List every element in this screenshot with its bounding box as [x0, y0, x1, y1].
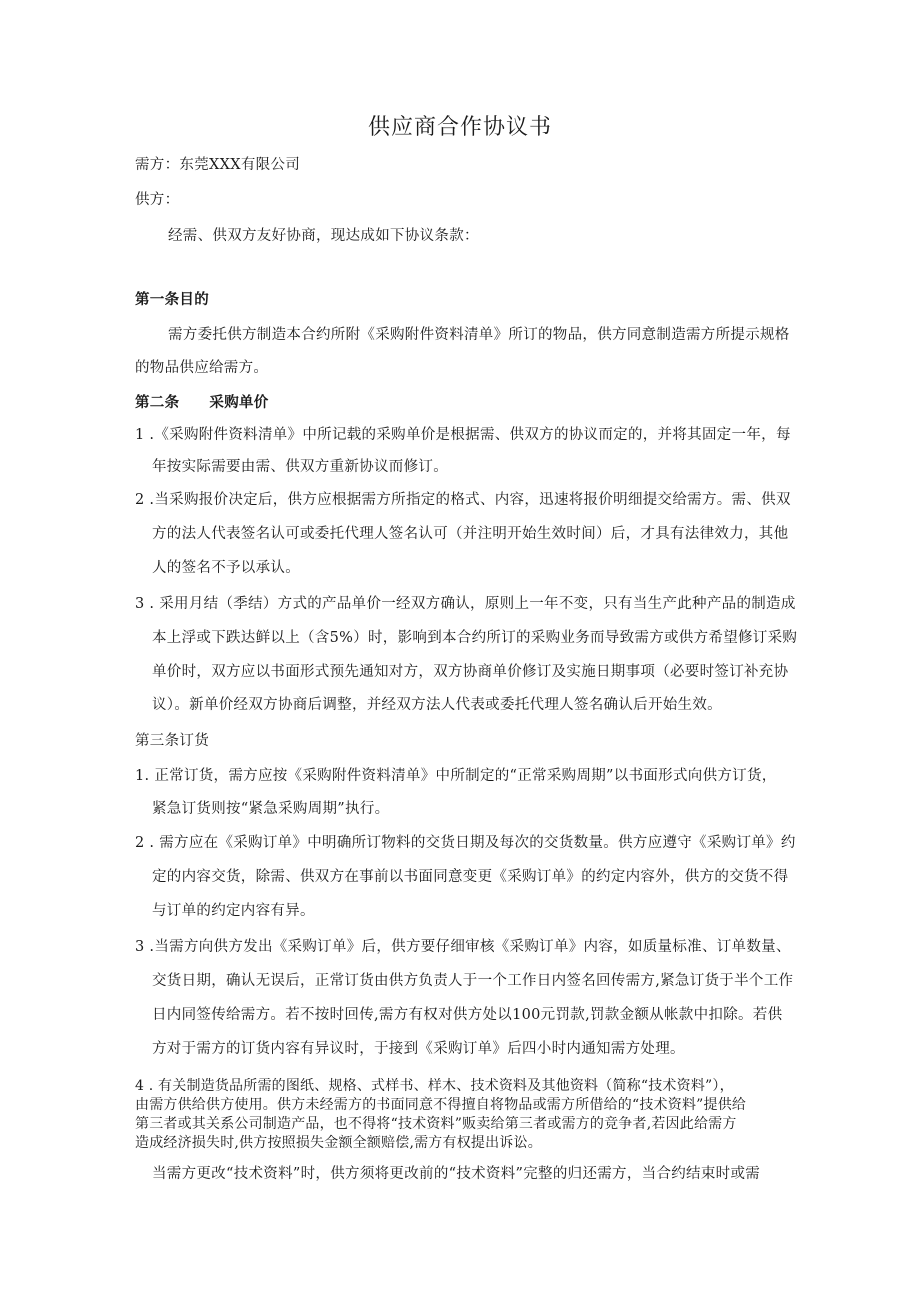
article2-line-7: 本上浮或下跌达鲜以上（含5%）时，影响到本合约所订的采购业务而导致需方或供方希望修订采购 [152, 630, 798, 646]
article3-line-2: 紧急订货则按“紧急采购周期”执行。 [152, 801, 390, 817]
article3-line-3: 2 . 需方应在《采购订单》中明确所订物料的交货日期及每次的交货数量。供方应遵守《采购订单》约 [135, 835, 796, 851]
article3-line-13: 造成经济损失时,供方按照损失金额全额赔偿,需方有权提出诉讼。 [135, 1135, 542, 1151]
article3-line-6: 3 .当需方向供方发出《采购订单》后，供方要仔细审核《采购订单》内容，如质量标准、订单数量、 [135, 939, 791, 955]
article3-line-5: 与订单的约定内容有异。 [152, 903, 315, 919]
buyer-line: 需方：东莞XXX有限公司 [135, 157, 301, 173]
article3-line-8: 日内同签传给需方。若不按时回传,需方有权对供方处以100元罚款,罚款金额从帐款中扣除。若供 [152, 1007, 783, 1023]
article2-line-5: 人的签名不予以承认。 [152, 560, 300, 576]
article1-line-2: 的物品供应给需方。 [135, 360, 269, 376]
document-title: 供应商合作协议书 [367, 115, 552, 140]
article3-line-11: 由需方供给供方使用。供方未经需方的书面同意不得擅自将物品或需方所借给的“技术资料”提供给 [135, 1097, 747, 1113]
article1-line-1: 需方委托供方制造本合约所附《采购附件资料清单》所订的物品，供方同意制造需方所提示规格 [168, 327, 790, 343]
article3-line-10: 4 . 有关制造货品所需的图纸、规格、式样书、样木、技术资料及其他资料（简称“技术资料”）， [135, 1078, 734, 1094]
article3-line-7: 交货日期，确认无误后，正常订货由供方负责人于一个工作日内签名回传需方,紧急订货于半个工作 [152, 973, 794, 989]
article3-line-12: 第三者或其关系公司制造产品，也不得将“技术资料”贩卖给第三者或需方的竞争者,若因此给需方 [135, 1116, 737, 1132]
article3-line-14: 当需方更改“技术资料”时，供方须将更改前的“技术资料”完整的归还需方，当合约结束时或需 [152, 1166, 761, 1182]
article3-line-9: 方对于需方的订货内容有异议时，于接到《采购订单》后四小时内通知需方处理。 [152, 1041, 685, 1057]
article2-heading [135, 393, 269, 413]
article2-line-4: 方的法人代表签名认可或委托代理人签名认可（并注明开始生效时间）后，才具有法律效力，其他 [152, 526, 789, 542]
supplier-line: 供方： [135, 192, 180, 208]
intro-line: 经需、供双方友好协商，现达成如下协议条款： [168, 228, 479, 244]
article3-line-1: 1. 正常订货，需方应按《采购附件资料清单》中所制定的“正常采购周期”以书面形式向供方订货， [135, 768, 777, 784]
article2-line-1: 1 .《采购附件资料清单》中所记载的采购单价是根据需、供双方的协议而定的，并将其固定一年，每 [135, 427, 791, 443]
article2-line-6: 3 . 采用月结（季结）方式的产品单价一经双方确认，原则上一年不变，只有当生产此种产品的制造成 [135, 596, 796, 612]
article1-heading: 第一条目的 [135, 292, 209, 308]
article2-line-3: 2 .当采购报价决定后，供方应根据需方所指定的格式、内容，迅速将报价明细提交给需方。需、供双 [135, 492, 791, 508]
article2-heading-number: 第二条 [135, 395, 180, 411]
article3-line-4: 定的内容交货，除需、供双方在事前以书面同意变更《采购订单》的约定内容外，供方的交货不得 [152, 869, 789, 885]
article3-heading: 第三条订货 [135, 733, 209, 749]
article2-line-8: 单价时，双方应以书面形式预先通知对方，双方协商单价修订及实施日期事项（必要时签订补充协 [152, 664, 789, 680]
article2-heading-title: 采购单价 [209, 395, 269, 411]
article2-line-9: 议）。新单价经双方协商后调整，并经双方法人代表或委托代理人签名确认后开始生效。 [152, 697, 722, 713]
article2-line-2: 年按实际需要由需、供双方重新协议而修订。 [152, 459, 448, 475]
